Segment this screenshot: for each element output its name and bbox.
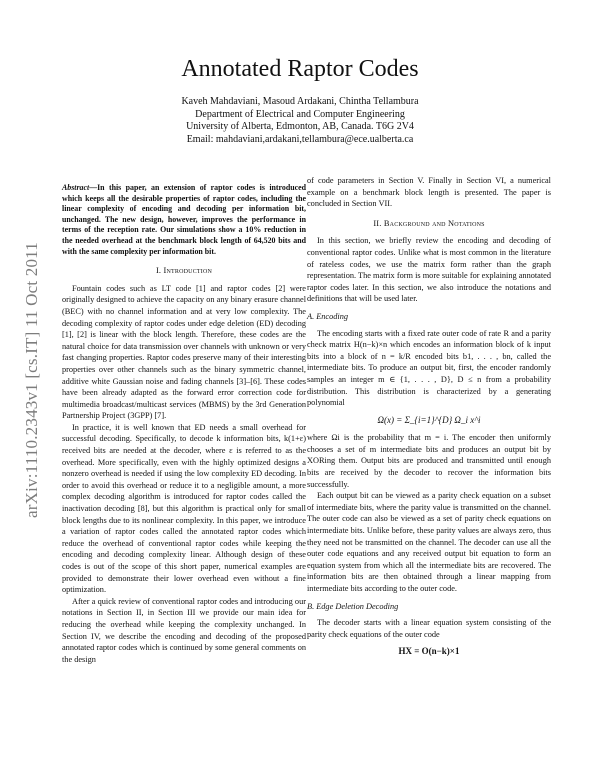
left-column <box>62 183 306 665</box>
paragraph: The decoder starts with a linear equation system consisting of the parity check equations of the outer code <box>307 618 551 639</box>
arxiv-stamp <box>22 220 42 540</box>
paragraph: In this section, we briefly review the encoding and decoding of conventional raptor codes. Unlike what is most common in the literature of rateless codes, we use the matrix form rather than the graph representation. The matrix form is more suitable for explaining annotated raptor codes later. In this section, we also introduce the notations and definitions that will be used later. <box>307 236 551 304</box>
author-block <box>0 96 600 146</box>
paragraph: of code parameters in Section V. Finally in Section VI, a numerical example on a benchmark block length is presented. The paper is concluded in Section VII. <box>307 176 551 209</box>
section-heading-introduction: I. Introduction <box>155 266 213 276</box>
affiliation: Department of Electrical and Computer Engineering <box>195 108 405 120</box>
equation: HX = O(n−k)×1 <box>398 646 460 657</box>
university: University of Alberta, Edmonton, AB, Canada. T6G 2V4 <box>186 121 414 132</box>
abstract-label: Abstract <box>62 183 90 192</box>
email: Email: mahdaviani,ardakani,tellambura@ece.ualberta.ca <box>186 133 414 145</box>
paragraph: In practice, it is well known that ED needs a small overhead for successful decoding. Specifically, to decode k information bits, k(1+ε) received bits are needed at the decoder, where ε is referred to as the overhead. More specifically, even with the highly optimized designs a nonzero overhead is needed if using the low complexity ED decoding. In order to avoid this overhead or reduce it to a negligible amount, a more complex decoding algorithm is introduced for raptor codes called the inactivation decoding [8], but this algorithm is practical only for small block lengths due to its nonlinear complexity. In this paper, we introduce a variation of raptor codes called the annotated raptor codes which reduce the overhead of conventional raptor codes while keeping the encoding and decoding complexity linear. Although design of these codes is out of the scope of this short paper, numerical examples are provided to demonstrate their lower overhead even without a fine optimization. <box>62 422 306 595</box>
paragraph: where Ωi is the probability that m = i. The encoder then uniformly chooses a set of m intermediate bits and produces an output bit by XORing them. Output bits are produced and transmitted until enough bits are received by the decoder to recover the information bits successfully. <box>307 433 551 489</box>
arxiv-stamp-text: arXiv:1110.2343v1 [cs.IT] 11 Oct 2011 <box>22 242 41 518</box>
equation: Ω(x) = Σ_{i=1}^{D} Ω_i x^i <box>377 414 481 425</box>
subsection-heading-encoding: A. Encoding <box>307 311 349 321</box>
right-column <box>307 175 551 664</box>
paragraph: After a quick review of conventional raptor codes and introducing our notations in Section II, in Section III we provide our main idea for reducing the overhead while keeping the complexity unchanged. In Section IV, we describe the encoding and decoding of the proposed annotated raptor codes which is continued by some general comments on the design <box>62 596 306 664</box>
abstract <box>62 183 306 257</box>
paper-title: Annotated Raptor Codes <box>181 56 419 82</box>
section-heading-background: II. Background and Notations <box>373 218 485 228</box>
paragraph: Each output bit can be viewed as a parity check equation on a subset of intermediate bits, where the parity value is transmitted on the channel. The outer code can also be viewed as a set of parity check equations on intermediate bits. Unlike before, these parity values are always zero, thus they need not be transmitted on the channel. The decoder can use all the outer code equations and any received output bit equation to form an equation system from which all the intermediate bits are recovered. The information bits are then obtained through a linear mapping from intermediate bits according to the outer code. <box>307 491 551 593</box>
author-names: Kaveh Mahdaviani, Masoud Ardakani, Chintha Tellambura <box>181 96 419 107</box>
paragraph: The encoding starts with a fixed rate outer code of rate R and a parity check matrix H(n−k)×n which encodes an information block of k input bits into a block of n = k/R encoded bits b1, . . . , bn, called the intermediate bits. To produce an output bit, first, the encoder randomly samples an integer m ∈ {1, . . . , D}, D ≤ n from a probability distribution. This distribution is characterized by a generating polynomial <box>307 328 551 408</box>
subsection-heading-edge-deletion: B. Edge Deletion Decoding <box>307 601 399 611</box>
paragraph: Fountain codes such as LT code [1] and raptor codes [2] were originally designed to achieve the capacity on any binary erasure channel (BEC) with no channel information and at very low complexity. The decoding complexity of raptor codes under edge deletion (ED) decoding [1], [2] is linear with the block length. Therefore, these codes are the natural choice for data transmission over channels with unknown or very fast changing properties. Raptor codes preserve many of their interesting properties over other channels such as the binary symmetric channel, additive white Gaussian noise and fading channels [3]–[6]. These codes have been already adapted as the forward error correction code for multimedia broadcast/multicast services (MBMS) by the 3rd Generation Partnership Project (3GPP) [7]. <box>62 283 306 421</box>
abstract-text: —In this paper, an extension of raptor codes is introduced which keeps all the desirable properties of raptor codes, including the linear complexity of encoding and decoding per information bit, unchanged. The new design, however, improves the performance in terms of the reception rate. Our simulations show a 10% reduction in the needed overhead at the benchmark block length of 64,520 bits and with the same complexity per information bit. <box>62 183 306 256</box>
